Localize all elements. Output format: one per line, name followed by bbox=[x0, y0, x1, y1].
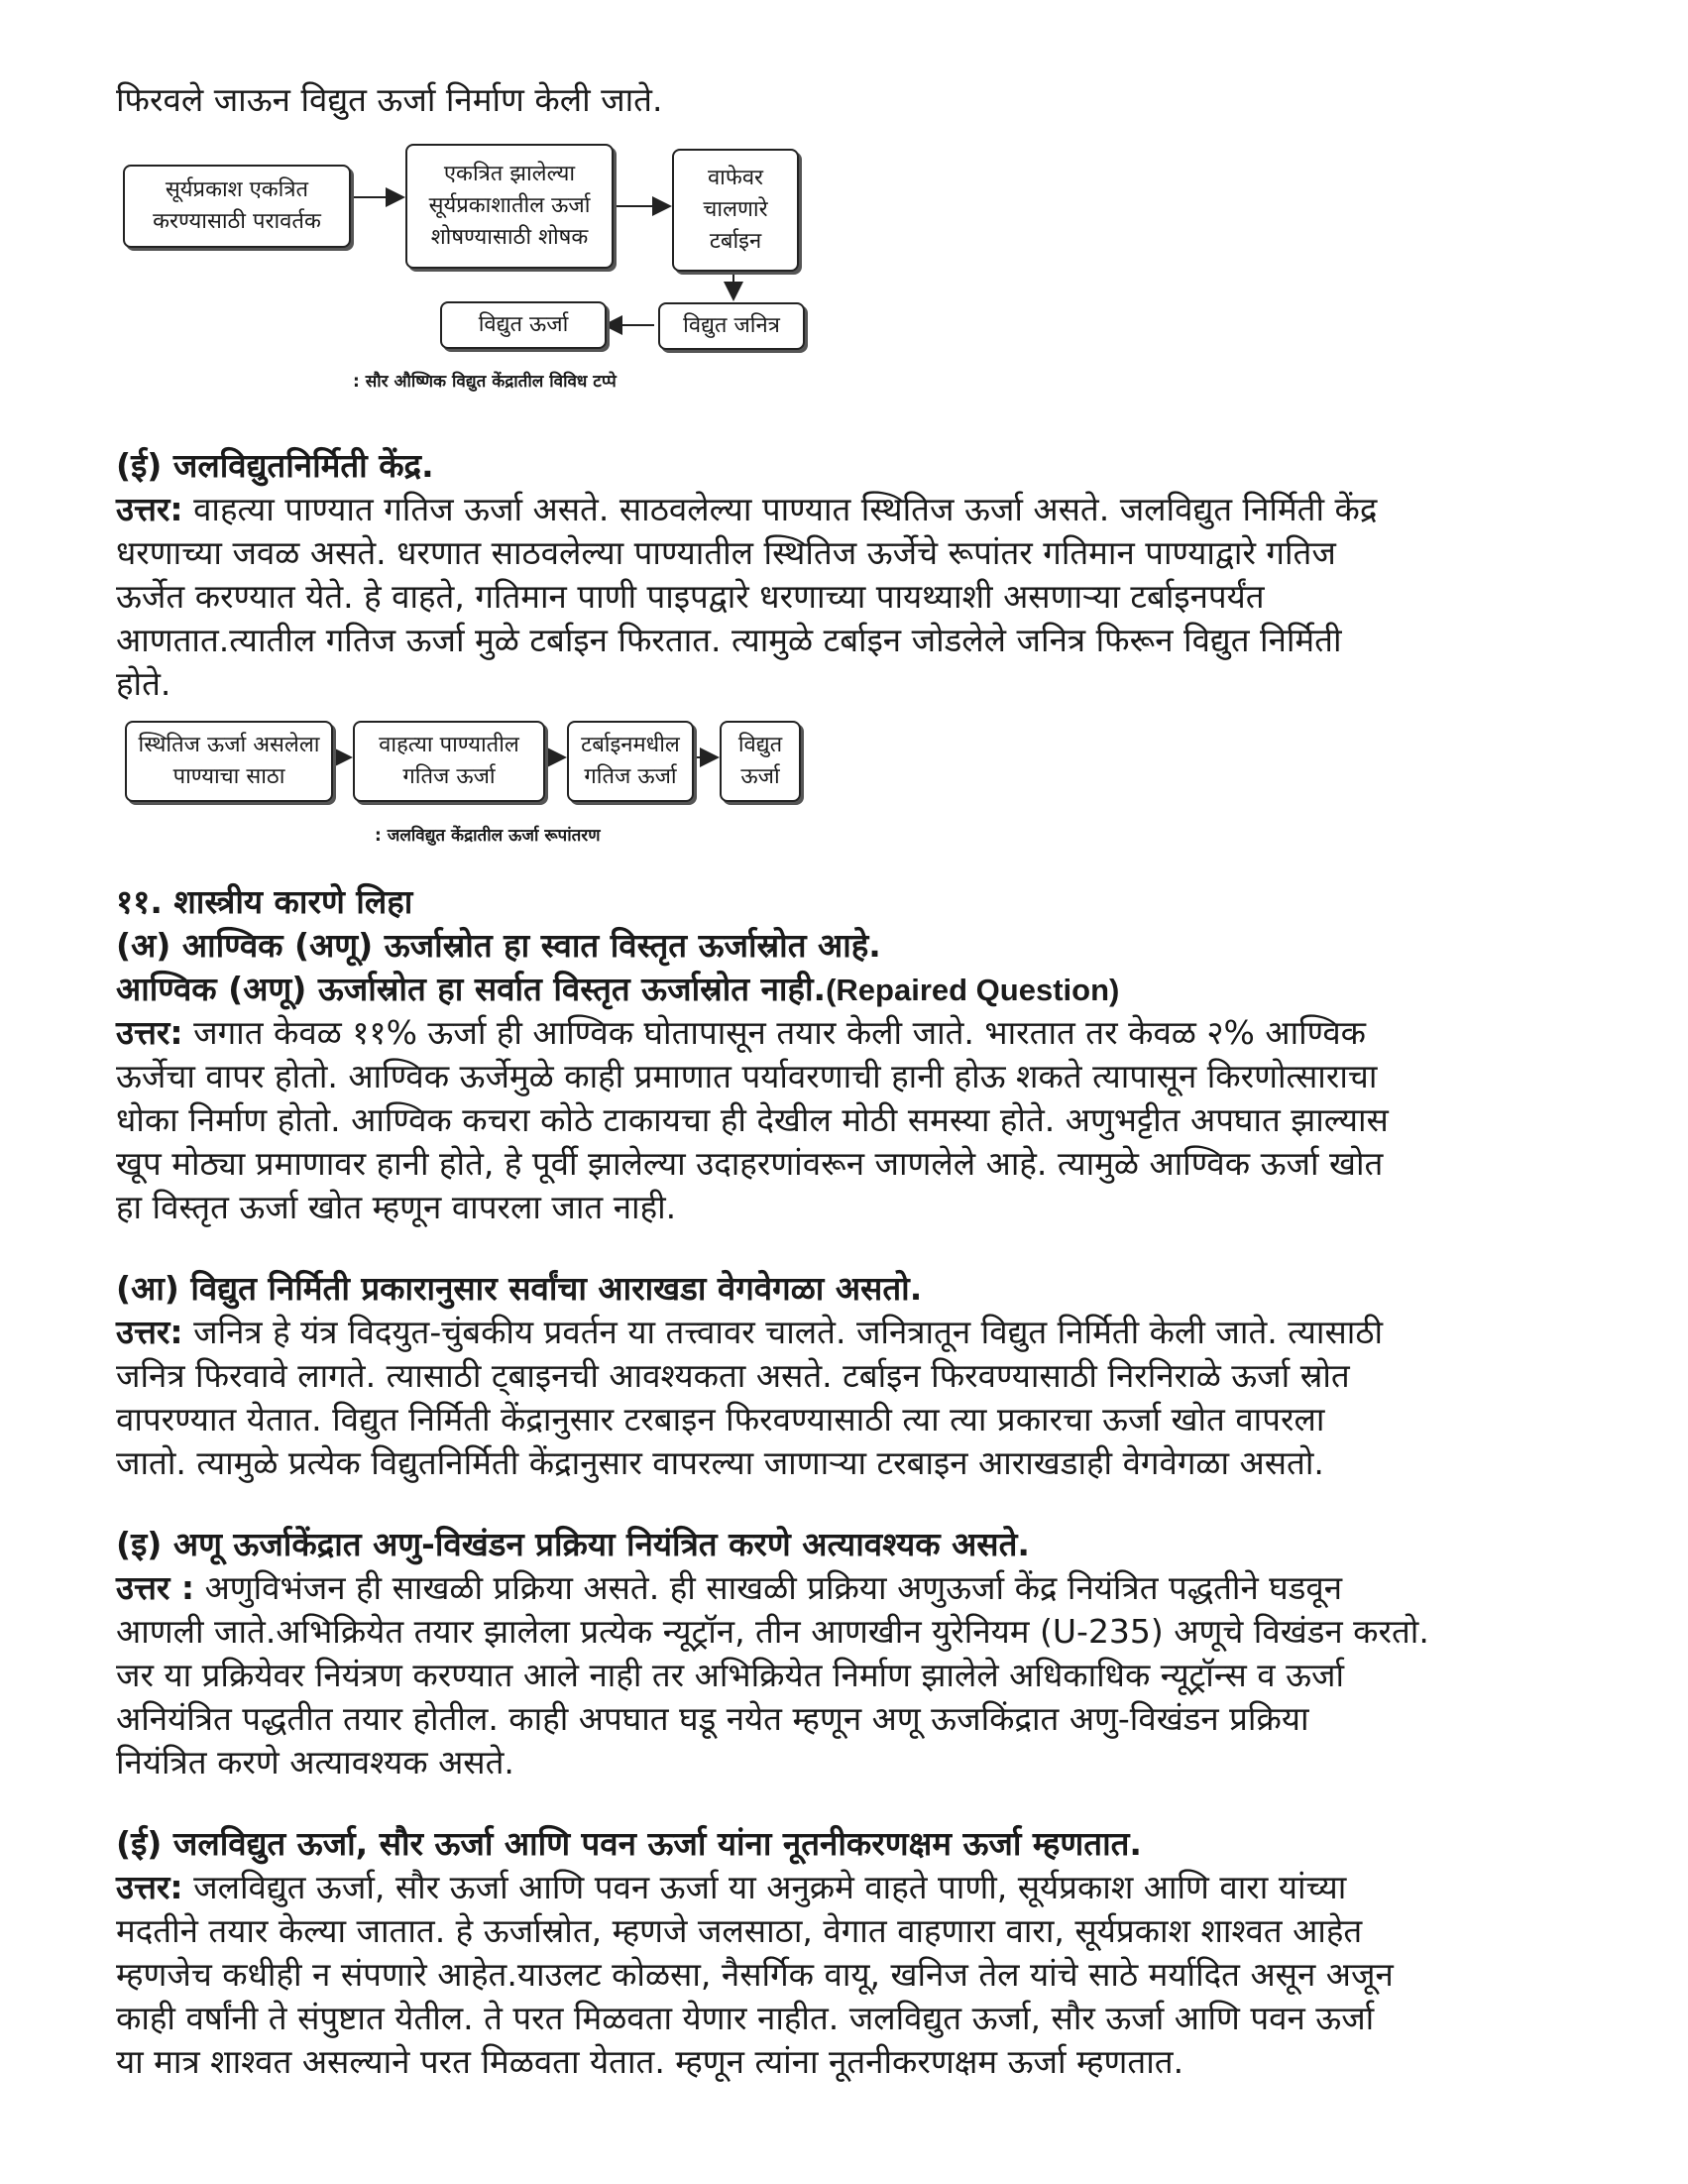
q11-i-heading: (इ) अणू ऊर्जाकेंद्रात अणु-विखंडन प्रक्रिया नियंत्रित करणे अत्यावश्यक असते. bbox=[116, 1525, 1030, 1563]
q11-a-line-3: धोका निर्माण होतो. आण्विक कचरा कोठे टाकायचा ही देखील मोठी समस्या होते. अणुभट्टीत अपघात झाल्यास bbox=[116, 1100, 1389, 1139]
section-e-line-2: धरणाच्या जवळ असते. धरणात साठवलेल्या पाण्यातील स्थितिज ऊर्जेचे रूपांतर गतिमान पाण्याद्वारे गतिज bbox=[116, 533, 1336, 572]
section-e-text-1: वाहत्या पाण्यात गतिज ऊर्जा असते. साठवलेल्या पाण्यात स्थितिज ऊर्जा असते. जलविद्युत निर्मिती केंद्र bbox=[182, 490, 1378, 528]
diagram2-arrows bbox=[0, 0, 1688, 813]
hbox3-line2: गतिज ऊर्जा bbox=[584, 764, 677, 789]
section-e-heading: (ई) जलविद्युतनिर्मिती केंद्र. bbox=[116, 446, 434, 485]
hbox1-line1: स्थितिज ऊर्जा असलेला bbox=[138, 733, 320, 757]
hbox4-line1: विद्युत bbox=[737, 733, 783, 757]
turbine-kinetic-box bbox=[567, 721, 694, 802]
q11-a-line-4: खूप मोठ्या प्रमाणावर हानी होते, हे पूर्वी झालेल्या उदाहरणांवरून जाणलेले आहे. त्यामुळे आण्विक ऊर्जा खोत bbox=[116, 1144, 1384, 1183]
box1-line1: सूर्यप्रकाश एकत्रित bbox=[165, 177, 309, 202]
section-e-line-4: आणतात.त्यातील गतिज ऊर्जा मुळे टर्बाइन फिरतात. त्यामुळे टर्बाइन जोडलेले जनित्र फिरून विद्युत निर्मिती bbox=[116, 621, 1342, 659]
box5-text: विद्युत ऊर्जा bbox=[478, 312, 569, 337]
q11-ee-line-5: या मात्र शाश्वत असल्याने परत मिळवता येतात. म्हणून त्यांना नूतनीकरणक्षम ऊर्जा म्हणतात. bbox=[116, 2042, 1184, 2081]
repaired-question-text: आण्विक (अणू) ऊर्जास्रोत हा सर्वात विस्तृत ऊर्जास्रोत नाही. bbox=[116, 970, 827, 1008]
q11-a-line-2: ऊर्जेचा वापर होतो. आण्विक ऊर्जेमुळे काही प्रमाणात पर्यावरणाची हानी होऊ शकते त्यापासून किरणोत्साराचा bbox=[116, 1057, 1378, 1095]
q11-a-text-1: जगात केवळ ११% ऊर्जा ही आण्विक घोतापासून तयार केली जाते. भारतात तर केवळ २% आण्विक bbox=[182, 1013, 1367, 1052]
q11-a-repaired bbox=[116, 968, 1119, 1012]
q11-i-line-2: आणली जाते.अभिक्रियेत तयार झालेला प्रत्येक न्यूट्रॉन, तीन आणखीन युरेनियम (U-235) अणूचे विखंडन करतो. bbox=[116, 1612, 1429, 1651]
q11-a-heading: (अ) आण्विक (अणू) ऊर्जास्रोत हा स्वात विस्तृत ऊर्जास्रोत आहे. bbox=[116, 926, 881, 965]
box2-line3: शोषण्यासाठी शोषक bbox=[430, 225, 589, 250]
hbox3-line1: टर्बाइनमधील bbox=[581, 733, 680, 757]
box3-line2: चालणारे bbox=[703, 197, 768, 222]
q11-aa-line-3: वापरण्यात येतात. विद्युत निर्मिती केंद्रानुसार टरबाइन फिरवण्यासाठी त्या त्या प्रकारचा ऊर्जा खोत वापरला bbox=[116, 1400, 1325, 1438]
box2-line1: एकत्रित झालेल्या bbox=[443, 162, 576, 186]
q11-aa-heading: (आ) विद्युत निर्मिती प्रकारानुसार सर्वांचा आराखडा वेगवेगळा असतो. bbox=[116, 1269, 923, 1308]
q11-ee-line-3: म्हणजेच कधीही न संपणारे आहेत.याउलट कोळसा, नैसर्गिक वायू, खनिज तेल यांचे साठे मर्यादित असून अजून bbox=[116, 1955, 1394, 1994]
water-storage-box bbox=[125, 721, 333, 802]
section-e-line-5: होते. bbox=[116, 664, 171, 703]
q11-title: ११. शास्त्रीय कारणे लिहा bbox=[116, 882, 413, 921]
answer-label: उत्तर : bbox=[116, 1568, 195, 1607]
box1-line2: करण्यासाठी परावर्तक bbox=[153, 209, 321, 234]
answer-label: उत्तर: bbox=[116, 1313, 183, 1351]
q11-aa-text-1: जनित्र हे यंत्र विदयुत-चुंबकीय प्रवर्तन या तत्त्वावर चालते. जनित्रातून विद्युत निर्मिती केली जाते. त्यासाठी bbox=[182, 1313, 1384, 1351]
box3-line3: टर्बाइन bbox=[709, 229, 762, 254]
repaired-question-note: (Repaired Question) bbox=[826, 973, 1120, 1007]
box2-line2: सूर्यप्रकाशातील ऊर्जा bbox=[428, 193, 591, 218]
q11-ee-line-1 bbox=[116, 1866, 1346, 1909]
q11-aa-line-1 bbox=[116, 1311, 1383, 1354]
q11-ee-line-4: काही वर्षांनी ते संपुष्टात येतील. ते परत मिळवता येणार नाहीत. जलविद्युत ऊर्जा, सौर ऊर्जा आणि पवन ऊर्जा bbox=[116, 1999, 1375, 2037]
q11-i-line-1 bbox=[116, 1566, 1342, 1610]
q11-a-line-5: हा विस्तृत ऊर्जा खोत म्हणून वापरला जात नाही. bbox=[116, 1188, 677, 1226]
flowing-water-box bbox=[353, 721, 545, 802]
q11-ee-line-2: मदतीने तयार केल्या जातात. हे ऊर्जास्रोत, म्हणजे जलसाठा, वेगात वाहणारा वारा, सूर्यप्रकाश शाश्वत आहेत bbox=[116, 1911, 1363, 1950]
q11-i-line-3: जर या प्रक्रियेवर नियंत्रण करण्यात आले नाही तर अभिक्रियेत निर्माण झालेले अधिकाधिक न्यूट्रॉन्स व ऊर्जा bbox=[116, 1656, 1345, 1694]
section-e-line-3: ऊर्जेत करण्यात येते. हे वाहते, गतिमान पाणी पाइपद्वारे धरणाच्या पायथ्याशी असणाऱ्या टर्बाइनपर्यंत bbox=[116, 577, 1265, 616]
box3-line1: वाफेवर bbox=[707, 166, 764, 190]
q11-i-line-5: नियंत्रित करणे अत्यावश्यक असते. bbox=[116, 1743, 514, 1782]
q11-aa-line-4: जातो. त्यामुळे प्रत्येक विद्युतनिर्मिती केंद्रानुसार वापरल्या जाणाऱ्या टरबाइन आराखडाही वेगवेगळा असतो. bbox=[116, 1443, 1324, 1482]
diagram2-caption: : जलविद्युत केंद्रातील ऊर्जा रूपांतरण bbox=[375, 826, 601, 846]
answer-label: उत्तर: bbox=[116, 490, 183, 528]
q11-a-line-1 bbox=[116, 1011, 1366, 1055]
hbox2-line2: गतिज ऊर्जा bbox=[402, 764, 496, 789]
answer-label: उत्तर: bbox=[116, 1013, 183, 1052]
diagram1-caption: : सौर औष्णिक विद्युत केंद्रातील विविध टप्पे bbox=[353, 372, 617, 392]
q11-aa-line-2: जनित्र फिरवावे लागते. त्यासाठी ट्बाइनची आवश्यकता असते. टर्बाइन फिरवण्यासाठी निरनिराळे ऊर्जा स्रोत bbox=[116, 1356, 1350, 1395]
q11-i-line-4: अनियंत्रित पद्धतीत तयार होतील. काही अपघात घडू नयेत म्हणून अणू ऊजकिंद्रात अणु-विखंडन प्रक्रिया bbox=[116, 1699, 1309, 1738]
answer-label: उत्तर: bbox=[116, 1868, 183, 1906]
top-line: फिरवले जाऊन विद्युत ऊर्जा निर्माण केली जाते. bbox=[116, 80, 663, 119]
hbox4-line2: ऊर्जा bbox=[740, 764, 780, 789]
hydro-electric-box bbox=[720, 721, 801, 802]
hbox1-line2: पाण्याचा साठा bbox=[172, 764, 285, 789]
q11-ee-text-1: जलविद्युत ऊर्जा, सौर ऊर्जा आणि पवन ऊर्जा या अनुक्रमे वाहते पाणी, सूर्यप्रकाश आणि वारा यांच्या bbox=[182, 1868, 1347, 1906]
box4-text: विद्युत जनित्र bbox=[683, 313, 780, 338]
q11-ee-heading: (ई) जलविद्युत ऊर्जा, सौर ऊर्जा आणि पवन ऊर्जा यांना नूतनीकरणक्षम ऊर्जा म्हणतात. bbox=[116, 1824, 1142, 1863]
q11-i-text-1: अणुविभंजन ही साखळी प्रक्रिया असते. ही साखळी प्रक्रिया अणुऊर्जा केंद्र नियंत्रित पद्धतीने घडवून bbox=[194, 1568, 1343, 1607]
hbox2-line1: वाहत्या पाण्यातील bbox=[379, 733, 519, 757]
